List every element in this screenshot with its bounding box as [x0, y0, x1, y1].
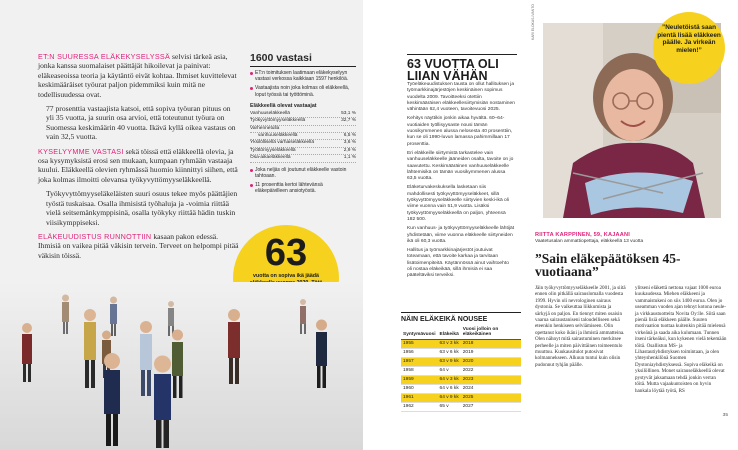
table-row	[401, 348, 521, 357]
paragraph-3	[38, 147, 240, 185]
retired-label: Varhennetulla	[250, 125, 280, 131]
table-cell: 2018	[461, 339, 521, 348]
sidebar-bullet: Joka neljäs oli joutunut eläkkeelle vastoin tahtoaan.	[250, 167, 356, 179]
paragraph-4	[38, 189, 240, 227]
table-row	[401, 384, 521, 393]
paragraph: Kun vanhuus- ja työkyvyttömyyseläkkeelle lähtijät yhdistetään, viime vuonna eläkkeelle siirtyneiden ikä oli 60,3 vuotta.	[407, 226, 515, 244]
left-article-text	[38, 52, 240, 265]
table-title: NÄIN ELÄKEIKÄ NOUSEE	[401, 312, 521, 323]
article-headline: 63 VUOTTA OLI LIIAN VÄHÄN	[407, 54, 517, 82]
retired-label: Työkyvyttömyyseläkkeellä	[250, 118, 306, 124]
table-row	[401, 402, 521, 411]
retired-label: Osa-aikaeläkkeellä	[250, 155, 291, 161]
table-cell: 2025	[461, 393, 521, 402]
table-cell: 2019	[461, 348, 521, 357]
paragraph: Eri eläkkeille siirtymistä tarkastelee vain vanhuuseläkkeelle jääneiden osalta, tavoite on jo saavutettu. Keskimääräinen vanhuuseläkkeelle lähtemisikä on tämän vuosikymmenen alussa 63,5 vuotta.	[407, 150, 514, 182]
retired-label: Vanhuuseläkkeellä	[250, 110, 290, 116]
lead-in: ET:N SUURESSA ELÄKEKYSELYSSÄ	[38, 52, 171, 61]
page-number: 35	[722, 413, 728, 418]
paragraph-2	[38, 104, 240, 142]
age-table	[401, 326, 521, 412]
retired-value: 32,7 %	[341, 118, 356, 124]
column-header: Syntymävuosi	[401, 326, 438, 339]
retired-value: 6,5 %	[343, 133, 356, 139]
lead-in: ELÄKEUUDISTUS RUNNOTTIIN	[38, 231, 152, 241]
column-header: Vuosi jolloin on eläkeikäinen	[461, 326, 521, 339]
table-row	[401, 339, 521, 348]
table-row	[401, 366, 521, 375]
retired-label: vanhuuseläkkeellä	[258, 133, 298, 139]
paragraph: Työeläkeuudistuksen tausta on ollut hallituksen ja työmarkkinajärjestöjen keskinäinen sopimus vuodelta 2009. Tavoitteeksi otettiin keskimääräisen eläkkeellesiirtymisiän nostaminen vähintään 62,4 vuoteen, tavoitevuosi 2025.	[407, 82, 515, 113]
table-cell: 1955	[401, 339, 438, 348]
column-header: Eläkeikä	[438, 326, 461, 339]
photo-caption	[535, 232, 725, 244]
retired-row	[250, 118, 356, 125]
survey-sidebar	[250, 52, 356, 197]
table-cell: 64 v 9 kk	[438, 393, 461, 402]
interview-column: ylitseni eläkettä nettona vajaat 1000 euroa kuukaudessa. Miehen eläkkeeni ja vammaistukeni on siis 1400 euroa. Olen jo useamman vuoden ajan tehnyt kotona neule- ja virkkaustuotteita Novita Oy:lle. Siitä saan pieniä lisiä eläkkeen päälle. Suuren motivaation tuottaa kuitenkin pitää mielensä virkeänä ja saada aika kulumaan. Tunnen itseni tärkeäksi, kun kykenen vielä tekemään töitä. Osallistun MS- ja Lihastautiyhdistyksen toimintaan, ja olen yhteyshenkilönä Suomen Dystoniayhdistyksessä. Sopiva eläkeikä on yksilöllinen. Monet sairauseläkkeellä olevat pystyvät jaksamaan tehdä jonkin verran töitä. Mutta vajaakuntoisten on hyvin hankala löytää työtä, RS	[635, 285, 727, 394]
retirement-age-table	[401, 312, 521, 412]
retired-label: Työttömyyseläkkeellä	[250, 147, 296, 153]
table-cell: 1962	[401, 402, 438, 411]
table-cell: 1957	[401, 357, 438, 366]
sidebar-bullet: Vastaajista noin joka kolmas oli eläkkeellä, loput työssä tai työttöminä.	[250, 85, 356, 97]
sidebar-title: 1600 vastasi	[250, 52, 356, 67]
retired-label: Yksilöllisellä varhaiseläkkeellä	[250, 140, 314, 146]
table-cell: 1960	[401, 384, 438, 393]
table-cell: 64 v 6 kk	[438, 384, 461, 393]
table-cell: 64 v 3 kk	[438, 375, 461, 384]
interview-headline: ”Sain eläkepäätöksen 45-vuotiaana”	[535, 251, 681, 279]
retired-value: 3,6 %	[343, 140, 356, 146]
retired-table	[250, 111, 356, 163]
right-page	[375, 0, 738, 450]
table-cell: 2024	[461, 384, 521, 393]
quote-text: ”Neuletöistä saan pientä lisää eläkkeen päälle. Ja virkeän mielen!”	[657, 24, 721, 54]
paragraph-1	[38, 52, 240, 99]
table-cell: 63 v 3 kk	[438, 339, 461, 348]
table-cell: 64 v	[438, 366, 461, 375]
miniature-people-photo	[0, 282, 363, 450]
paragraph-text: kasaan pakon edessä. Ihmisiä on vaikea pitää väkisin tervein. Terveet on helpompi pitää väkisin töissä.	[38, 231, 239, 260]
interview-column: Jäin työkyvyttömyyseläkkeelle 2001, ja siitä ennen olin pitkällä sairauslomalla vuodesta 1999. Hyvin oli nevrologinen sairaus dystonia. Se vaikeuttaa liikkumista ja särkyjä on paljon. En tiennyt miten osaisin vaarua sairaustaniseni taloudelliseen sekä eteenkin henkiseen selviämiseen. Olin opettanut koko ikäni ja ihmistä ammatteina. Olen nähnyt mitä sairastuminen merkitsee perheelle ja miten päivittäinen toimeentulo muuttuu. Kuukausitulot putosivat kolmannekseen. Alkuun tuntui kuin olisin pudonnut tyhjän päälle.	[535, 285, 626, 368]
photo-credit: KARI ELOKAS-IVANTO	[531, 4, 535, 40]
table-cell: 2022	[461, 366, 521, 375]
stat-number: 63	[264, 232, 308, 274]
table-cell: 63 v 6 kk	[438, 348, 461, 357]
table-row	[401, 393, 521, 402]
table-cell: 63 v 9 kk	[438, 357, 461, 366]
left-page	[0, 0, 363, 450]
lead-in: KYSELYYMME VASTASI	[38, 146, 124, 156]
caption-name: RIITTA KARPPINEN, 59, KAJAANI	[535, 232, 630, 238]
table-row	[401, 357, 521, 366]
paragraph-5	[38, 232, 240, 260]
paragraph-text: sekä töissä että eläkkeellä olevia, ja osa kysymyksistä erosi sen mukaan, kumpaan ryhmään vastaaja kuului. Eläkkeellä olevien ryhmässä huomio kiinnittyi siihen, että joka kolmas ilmoitti olevansa työkyvyttömyyseläkkeellä.	[38, 146, 238, 184]
mid-article-text	[407, 82, 515, 283]
table-row	[401, 375, 521, 384]
quote-bubble	[653, 12, 725, 84]
table-cell: 1958	[401, 366, 438, 375]
retired-value: 2,9 %	[343, 147, 356, 153]
table-cell: 2023	[461, 375, 521, 384]
table-cell: 65 v	[438, 402, 461, 411]
table-header-row	[401, 326, 521, 339]
table-cell: 1961	[401, 393, 438, 402]
retired-row	[250, 126, 356, 133]
retired-value: 1,1 %	[343, 155, 356, 161]
sidebar-bullet: ET:n toimituksen laatimaan eläkekyselyyn vastasi verkossa kaikkiaan 1597 henkilöä.	[250, 70, 356, 82]
retired-table-title: Eläkkeellä olevat vastaajat	[250, 102, 317, 109]
retired-row	[250, 140, 356, 147]
caption-role: Vaatetusalan ammattiopettaja, eläkkeellä 13 vuotta	[535, 239, 644, 244]
table-cell: 2020	[461, 357, 521, 366]
retired-row	[250, 155, 356, 162]
table-cell: 1959	[401, 375, 438, 384]
paragraph-text: Työkyvyttömyyseläkeläisten suuri osuus tekee myös päättäjien työstä tuskaisaa. Osalla ihmisistä työhaluja ja -voimia riittää vielä seitsemänkymppisinä, osalla työkyky riittää hädin tuskin viisikymppiseksi.	[46, 189, 238, 227]
table-cell: 1956	[401, 348, 438, 357]
retired-value: 53,1 %	[341, 110, 356, 116]
paragraph: Eläketurvakeskuksella lasketaan siis mahdollisesti työkyvyttömyyseläkkeet, sillä työkyvyttömyyseläkkeelle siirtyvien keski-ikä oli viime vuonna vain 51,9 vuotta. Lisäksi työkyvyttömyyseläkkeellä on paljon, yhteensä 182 500.	[407, 185, 509, 222]
paragraph: Kehitys näyttikin jonkin aikaa hyvältä. 60–64-vuotiaiden työllisyysaste nousi tämän vuosikymmenen alussa nelosesta 40 prosenttiin, kun se oli 1990-luvun lamassa pahimmillaan 17 prosenttia.	[407, 116, 513, 147]
paragraph-text: selvisi tärkeä asia, jonka kanssa suomalaiset päättäjät hikoilevat ja painivat: eläkeaseoissa teoria ja käytäntö eivät kohtaa. Ihmiset kuvittelevat keskimääräiset työurat paljon pidemmiksi kuin mitä ne todellisuudessa ovat.	[38, 52, 237, 99]
interview-body	[535, 285, 727, 394]
paragraph-text: 77 prosenttia vastaajista katsoi, että sopiva työuran pituus on yli 35 vuotta, ja suurin osa arvioi, että toteutunut työura on Suomessa keskimäärin 40 vuotta. Ikävä kyllä oikea vastaus on vain 32,5 vuotta.	[46, 104, 236, 142]
stat-text-main: vuotta on sopiva ikä jäädä	[253, 273, 319, 279]
table-cell: 2027	[461, 402, 521, 411]
sidebar-bullet: 11 prosenttia kertoi lähtevänsä eläkepäivilleen ansiotyöstä.	[250, 182, 356, 194]
paragraph: Hallitus ja työmarkkinajärjestöt joutuivat toteamaan, että tavoite karkaa ja tarvitaan lisätoimenpiteitä. Käytännössä ainut vaihtoehto oli nostaa eläkeikää, sillä ihmisiä ei saa pääteltäviksi terveiksi.	[407, 248, 509, 279]
